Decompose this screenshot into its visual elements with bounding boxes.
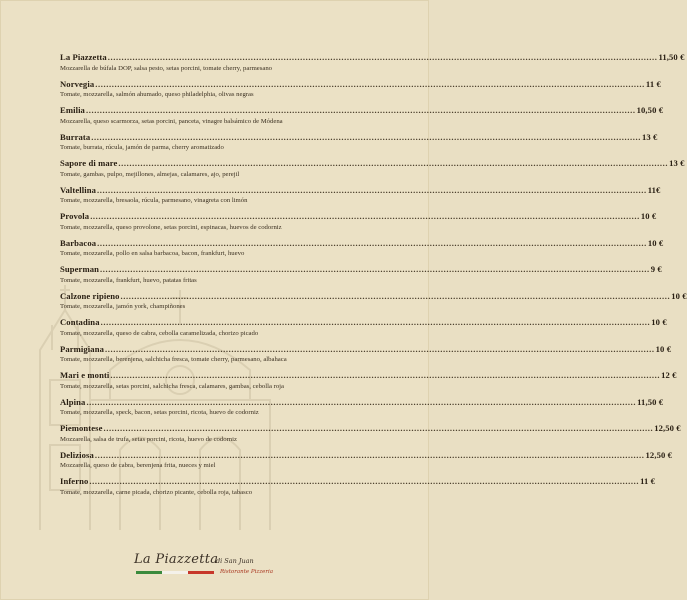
- dot-leader: ........................................................................................................................................................................................................: [89, 476, 640, 486]
- menu-item: [60, 370, 677, 397]
- menu-item: [60, 449, 673, 477]
- pizza-name: Piemontese: [60, 423, 103, 433]
- menu-item-line: [60, 317, 667, 328]
- logo-tagline: Ristorante Pizzeria: [220, 569, 274, 575]
- menu-item-line: [60, 52, 685, 63]
- pizza-name: Calzone ripieno: [60, 290, 120, 301]
- dot-leader: ........................................................................................................................................................................................................: [97, 184, 647, 195]
- menu-item: [60, 317, 667, 344]
- dot-leader: ........................................................................................................................................................................................................: [85, 105, 636, 115]
- pizza-name: Superman: [60, 264, 100, 274]
- pizza-ingredients: Mozzarella, queso scarmorza, setas porcini, panceta, vinagre balsámico de Módena: [60, 117, 283, 125]
- pizza-ingredients: Tomate, mozzarella, setas porcini, salchicha fresca, calamares, gambas, cebolla roja: [60, 382, 285, 390]
- dot-leader: ........................................................................................................................................................................................................: [104, 343, 655, 354]
- flag-green-band: [136, 571, 162, 574]
- pizza-price: 9 €: [650, 264, 662, 274]
- pizza-ingredients: Tomate, mozzarella, queso de cabra, cebolla caramelizada, chorizo picado: [60, 329, 259, 337]
- menu-item: [60, 78, 661, 106]
- pizza-price: 10 €: [640, 211, 657, 221]
- pizza-ingredients: Mozzarella, queso de cabra, berenjena frita, nueces y miel: [60, 462, 216, 469]
- pizza-price: 10 €: [655, 343, 672, 354]
- pizza-name: Deliziosa: [60, 449, 94, 460]
- pizza-name: Mari e monti: [60, 370, 110, 380]
- menu-item-line: [60, 449, 673, 461]
- menu-item: [60, 423, 681, 450]
- logo-name: La Piazzetta: [134, 552, 219, 567]
- menu-item-line: [60, 237, 664, 249]
- pizza-ingredients: Tomate, mozzarella, bresaola, rúcula, parmesano, vinagreta con limón: [60, 197, 248, 204]
- pizza-name: Provola: [60, 211, 90, 221]
- pizza-name: Valtellina: [60, 184, 97, 195]
- menu-item-line: [60, 184, 661, 196]
- pizza-price: 11,50 €: [637, 396, 664, 407]
- dot-leader: ........................................................................................................................................................................................................: [86, 396, 637, 407]
- menu-item: [60, 290, 687, 318]
- pizza-ingredients: Mozzarella de búfala DOP, salsa pesto, setas porcini, tomate cherry, parmesano: [60, 64, 273, 72]
- menu-item: [60, 396, 664, 424]
- menu-item-line: [60, 290, 687, 302]
- dot-leader: ........................................................................................................................................................................................................: [95, 78, 645, 89]
- logo-suffix: di San Juan: [216, 557, 254, 565]
- pizza-price: 12,50 €: [645, 449, 673, 460]
- pizza-name: Contadina: [60, 317, 100, 327]
- pizza-ingredients: Tomate, mozzarella, jamón york, champiñones: [60, 303, 186, 310]
- pizza-name: Emilia: [60, 105, 85, 115]
- menu-item-line: [60, 423, 681, 434]
- italian-flag-stripe: [136, 571, 214, 574]
- menu-item-line: [60, 211, 657, 222]
- pizza-price: 11,50 €: [658, 52, 685, 62]
- menu-item: [60, 211, 657, 238]
- menu-item: [60, 264, 662, 291]
- dot-leader: ........................................................................................................................................................................................................: [118, 158, 669, 168]
- pizza-price: 11 €: [640, 476, 656, 486]
- pizza-price: 13 €: [641, 131, 658, 142]
- pizza-price: 11€: [647, 184, 661, 195]
- menu-item: [60, 131, 658, 159]
- restaurant-logo: [134, 552, 304, 582]
- menu-item: [60, 343, 672, 371]
- dot-leader: ........................................................................................................................................................................................................: [91, 131, 641, 142]
- pizza-price: 10 €: [671, 290, 687, 301]
- menu-item-line: [60, 105, 664, 116]
- dot-leader: ........................................................................................................................................................................................................: [103, 423, 654, 433]
- menu-item: [60, 52, 685, 79]
- pizza-price: 10 €: [647, 237, 664, 248]
- pizza-ingredients: Tomate, mozzarella, carne picada, chorizo picante, cebolla roja, tabasco: [60, 488, 253, 496]
- pizza-name: Sapore di mare: [60, 158, 118, 168]
- menu-item-line: [60, 78, 661, 90]
- pizza-name: Alpina: [60, 396, 86, 407]
- menu-item: [60, 237, 664, 265]
- pizza-ingredients: Tomate, gambas, pulpo, mejillones, almejas, calamares, ajo, perejil: [60, 170, 240, 178]
- pizza-menu-list: [60, 52, 687, 503]
- menu-item-line: [60, 343, 672, 355]
- menu-item-line: [60, 396, 664, 408]
- menu-item-line: [60, 264, 662, 275]
- dot-leader: ........................................................................................................................................................................................................: [120, 290, 671, 301]
- pizza-price: 10,50 €: [636, 105, 664, 115]
- pizza-name: Parmigiana: [60, 343, 104, 354]
- flag-white-band: [162, 571, 188, 574]
- pizza-name: Norvegia: [60, 78, 95, 89]
- menu-item: [60, 476, 656, 503]
- menu-item-line: [60, 131, 658, 143]
- pizza-ingredients: Tomate, mozzarella, berenjena, salchicha fresca, tomate cherry, parmesano, albahaca: [60, 356, 287, 363]
- menu-item: [60, 184, 661, 212]
- pizza-ingredients: Tomate, mozzarella, salmón ahumado, queso philadelphia, olivas negras: [60, 91, 254, 98]
- dot-leader: ........................................................................................................................................................................................................: [107, 52, 658, 62]
- dot-leader: ........................................................................................................................................................................................................: [90, 211, 640, 221]
- pizza-ingredients: Tomate, burrata, rúcula, jamón de parma, cherry aromatizado: [60, 144, 224, 151]
- dot-leader: ........................................................................................................................................................................................................: [110, 370, 661, 380]
- pizza-name: Burrata: [60, 131, 91, 142]
- pizza-ingredients: Tomate, mozzarella, frankfurt, huevo, patatas fritas: [60, 276, 197, 284]
- pizza-name: Barbacoa: [60, 237, 97, 248]
- menu-item: [60, 158, 685, 185]
- dot-leader: ........................................................................................................................................................................................................: [97, 237, 647, 248]
- pizza-price: 10 €: [651, 317, 667, 327]
- menu-item: [60, 105, 664, 132]
- dot-leader: ........................................................................................................................................................................................................: [100, 264, 650, 274]
- pizza-ingredients: Mozzarella, salsa de trufa, setas porcini, ricota, huevo de codorniz: [60, 435, 237, 443]
- pizza-price: 12 €: [661, 370, 677, 380]
- menu-item-line: [60, 370, 677, 381]
- menu-item-line: [60, 158, 685, 169]
- pizza-ingredients: Tomate, mozzarella, queso provolone, setas porcini, espinacas, huevos de codorniz: [60, 223, 282, 231]
- menu-item-line: [60, 476, 656, 487]
- flag-red-band: [188, 571, 214, 574]
- pizza-ingredients: Tomate, mozzarella, speck, bacon, setas porcini, ricota, huevo de codorniz: [60, 409, 259, 416]
- pizza-price: 12,50 €: [654, 423, 681, 433]
- pizza-price: 13 €: [669, 158, 685, 168]
- pizza-name: La Piazzetta: [60, 52, 107, 62]
- dot-leader: ........................................................................................................................................................................................................: [100, 317, 651, 327]
- pizza-name: Inferno: [60, 476, 89, 486]
- pizza-ingredients: Tomate, mozzarella, pollo en salsa barbacoa, bacon, frankfurt, huevo: [60, 250, 245, 257]
- dot-leader: ........................................................................................................................................................................................................: [94, 449, 645, 460]
- pizza-price: 11 €: [645, 78, 661, 89]
